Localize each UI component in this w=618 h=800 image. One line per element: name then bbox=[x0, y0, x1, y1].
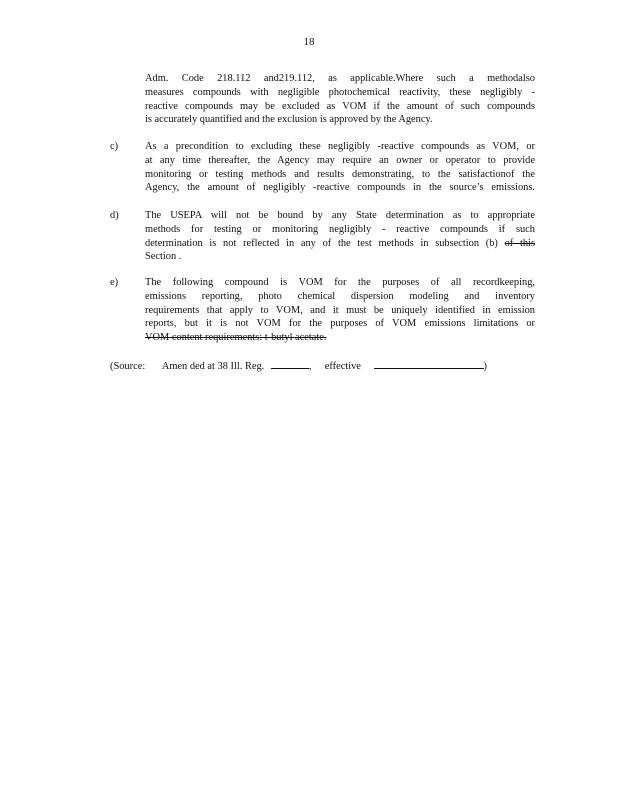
text-line: The following compound is VOM for the purposes of all recordkeeping, bbox=[145, 277, 535, 288]
text-line: methods for testing or monitoring negligibly - reactive compounds if such bbox=[145, 223, 535, 235]
text-line: requirements that apply to VOM, and it must be uniquely identified in emission bbox=[145, 304, 535, 316]
text-line: monitoring or testing methods and results demonstrating, to the satisfactionof the bbox=[145, 168, 535, 180]
source-prefix: (Source: bbox=[110, 361, 146, 372]
text-line: The USEPA will not be bound by any State determination as to appropriate bbox=[145, 210, 535, 221]
source-note bbox=[110, 358, 487, 374]
paragraph-c bbox=[145, 140, 535, 195]
close-paren: ) bbox=[483, 361, 487, 372]
text-line: Adm. Code 218.112 and219.112, as applicable.Where such a methodalso bbox=[145, 73, 535, 84]
paragraph-e bbox=[145, 276, 535, 345]
struck-text: of this bbox=[504, 237, 535, 249]
text-line: emissions reporting, photo chemical dispersion modeling and inventory bbox=[145, 290, 535, 302]
text-line: As a precondition to excluding these negligibly -reactive compounds as VOM, or bbox=[145, 141, 535, 152]
subsection-label-c: c) bbox=[110, 141, 119, 152]
text-line: reports, but it is not VOM for the purposes of VOM emissions limitations or bbox=[145, 318, 535, 330]
effective-date-blank bbox=[374, 358, 484, 369]
register-blank bbox=[271, 358, 309, 369]
text-line: Section . bbox=[145, 251, 182, 263]
paragraph-continuation bbox=[145, 72, 535, 127]
amended-text: Amen ded at 38 Ill. Reg. bbox=[161, 361, 265, 372]
comma: , bbox=[308, 361, 312, 372]
text-line: Agency, the amount of negligibly -reactive compounds in the source’s emissions. bbox=[145, 182, 535, 194]
text-line: measures compounds with negligible photochemical reactivity, these negligibly - bbox=[145, 86, 535, 98]
subsection-label-e: e) bbox=[110, 277, 119, 288]
text-line bbox=[145, 237, 535, 251]
text-line: reactive compounds may be excluded as VOM if the amount of such compounds bbox=[145, 100, 535, 112]
paragraph-d bbox=[145, 209, 535, 264]
text-segment: determination is not reflected in any of the test methods in subsection (b) bbox=[145, 237, 498, 249]
struck-text: VOM content requirements: t-butyl acetate. bbox=[145, 332, 327, 344]
page-number: 18 bbox=[303, 36, 315, 48]
effective-text: effective bbox=[324, 361, 361, 372]
text-line: at any time thereafter, the Agency may require an owner or operator to provide bbox=[145, 154, 535, 166]
text-line: is accurately quantified and the exclusion is approved by the Agency. bbox=[145, 114, 433, 126]
subsection-label-d: d) bbox=[110, 210, 119, 221]
